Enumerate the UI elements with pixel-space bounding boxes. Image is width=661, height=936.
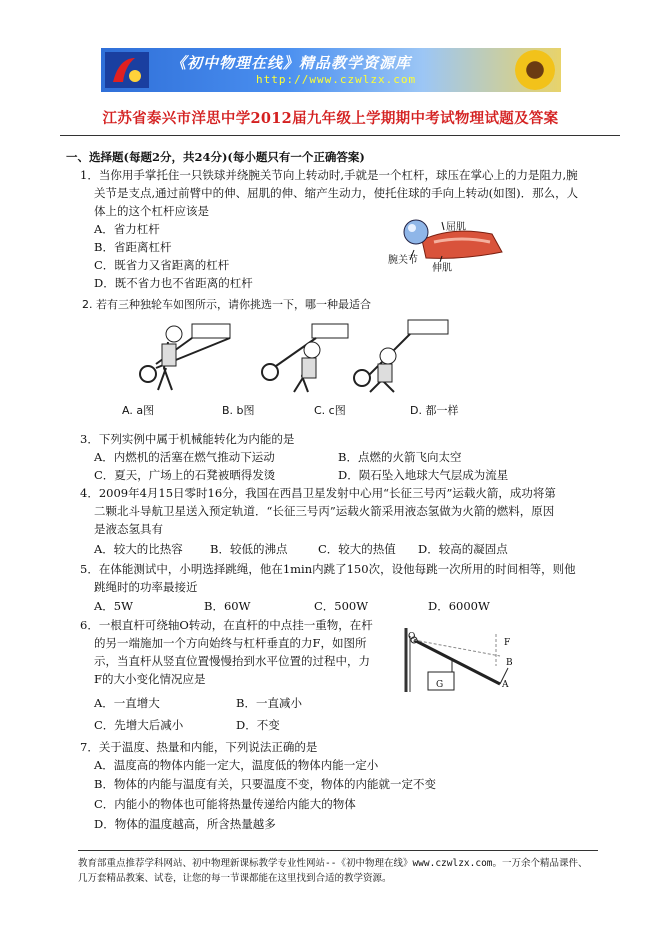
q7-option-a: A．温度高的物体内能一定大，温度低的物体内能一定小 — [94, 758, 379, 772]
q3-option-b: B．点燃的火箭飞向太空 — [338, 450, 462, 464]
q1-line-2: 关节是支点,通过前臂中的伸、屈肌的伸、缩产生动力，使托住球的手向上转动(如图)．那么，人 — [94, 186, 579, 200]
q1-line-1: 1．当你用手掌托住一只铁球并绕腕关节向上转动时,手就是一个杠杆，球压在掌心上的力是阻力,腕 — [80, 168, 578, 182]
q7-option-b: B．物体的内能与温度有关，只要温度不变，物体的内能就一定不变 — [94, 777, 436, 791]
site-logo-icon — [105, 52, 149, 88]
q6-line-4: F的大小变化情况应是 — [94, 672, 206, 686]
q4-option-a: A．较大的比热容 — [94, 542, 183, 556]
q7-stem: 7．关于温度、热量和内能，下列说法正确的是 — [80, 740, 318, 754]
q5-line-1: 5．在体能测试中，小明选择跳绳，他在1min内跳了150次，设他每跳一次所用的时间相等，则他 — [80, 562, 576, 576]
q2-option-d: D. 都一样 — [410, 404, 459, 417]
q6-label-f: F — [504, 638, 511, 648]
q4-line-3: 是液态氢具有 — [94, 522, 163, 536]
q5-line-2: 跳绳时的功率最接近 — [94, 580, 198, 594]
footer-line-2: 几万套精品教案、试卷，让您的每一节课都能在这里找到合适的教学资源。 — [78, 873, 392, 884]
q6-label-b: B — [506, 658, 513, 668]
q2-option-c: C. c图 — [314, 404, 346, 417]
q4-line-1: 4．2009年4月15日零时16分，我国在西昌卫星发射中心用“长征三号丙”运载火箭，成功将第 — [80, 486, 556, 500]
q3-option-d: D．陨石坠入地球大气层成为流星 — [338, 468, 509, 482]
site-banner — [101, 48, 561, 92]
footer-line-1: 教育部重点推荐学科网站、初中物理新课标教学专业性网站--《初中物理在线》www.czwlzx.com。一万余个精品课件、 — [78, 858, 588, 869]
q7-option-d: D．物体的温度越高，所含热量越多 — [94, 817, 276, 831]
q7-option-c: C．内能小的物体也可能将热量传递给内能大的物体 — [94, 797, 356, 811]
q6-label-a: A — [502, 680, 509, 690]
q5-option-a: A．5W — [94, 599, 133, 613]
q6-line-1: 6．一根直杆可绕轴O转动，在直杆的中点挂一重物，在杆 — [80, 618, 373, 632]
section-heading: 一、选择题(每题2分，共24分)(每小题只有一个正确答案) — [66, 150, 365, 164]
banner-url[interactable]: http://www.czwlzx.com — [256, 73, 417, 86]
q5-option-b: B．60W — [204, 599, 251, 613]
q1-option-b: B．省距离杠杆 — [94, 240, 172, 254]
q1-line-3: 体上的这个杠杆应该是 — [94, 204, 209, 218]
q4-line-2: 二颗北斗导航卫星送入预定轨道．“长征三号丙”运载火箭采用液态氢做为火箭的燃料，原因 — [94, 504, 555, 518]
banner-title: 《初中物理在线》精品教学资源库 — [171, 54, 412, 72]
q6-option-a: A．一直增大 — [94, 696, 160, 710]
q6-label-o: O — [408, 632, 416, 642]
q4-option-c: C．较大的热值 — [318, 542, 396, 556]
q3-stem: 3．下列实例中属于机械能转化为内能的是 — [80, 432, 295, 446]
q6-line-3: 示，当直杆从竖直位置慢慢抬到水平位置的过程中，力 — [94, 654, 370, 668]
q6-option-c: C．先增大后减小 — [94, 718, 184, 732]
q2-wheelbarrow-c — [350, 316, 460, 400]
q1-option-d: D．既不省力也不省距离的杠杆 — [94, 276, 253, 290]
q3-option-a: A．内燃机的活塞在燃气推动下运动 — [94, 450, 275, 464]
page-title: 江苏省泰兴市洋思中学2012届九年级上学期期中考试物理试题及答案 — [102, 110, 559, 127]
q6-option-d: D．不变 — [236, 718, 280, 732]
q2-option-b: B. b图 — [222, 404, 255, 417]
footer — [78, 856, 598, 886]
footer-divider — [78, 850, 598, 851]
q3-option-c: C．夏天，广场上的石凳被晒得发烫 — [94, 468, 276, 482]
q4-option-b: B．较低的沸点 — [210, 542, 288, 556]
q1-label-wrist: 腕关节 — [388, 255, 418, 266]
q1-label-extensor: 伸肌 — [432, 263, 452, 274]
q6-option-b: B．一直减小 — [236, 696, 302, 710]
q1-label-flexor: 屈肌 — [446, 222, 466, 233]
q2-stem: 2. 若有三种独轮车如图所示，请你挑选一下，哪一种最适合 — [82, 298, 371, 311]
q1-option-c: C．既省力又省距离的杠杆 — [94, 258, 230, 272]
sunflower-icon — [515, 50, 555, 90]
q6-label-g: G — [436, 680, 444, 690]
q4-option-d: D．较高的凝固点 — [418, 542, 508, 556]
q2-wheelbarrow-a — [126, 316, 236, 400]
q1-option-a: A．省力杠杆 — [94, 222, 160, 236]
q6-line-2: 的另一端施加一个方向始终与杠杆垂直的力F，如图所 — [94, 636, 367, 650]
q5-option-d: D．6000W — [428, 599, 490, 613]
q2-wheelbarrow-b — [246, 316, 356, 400]
q5-option-c: C．500W — [314, 599, 369, 613]
q2-option-a: A. a图 — [122, 404, 155, 417]
title-divider — [60, 135, 620, 136]
